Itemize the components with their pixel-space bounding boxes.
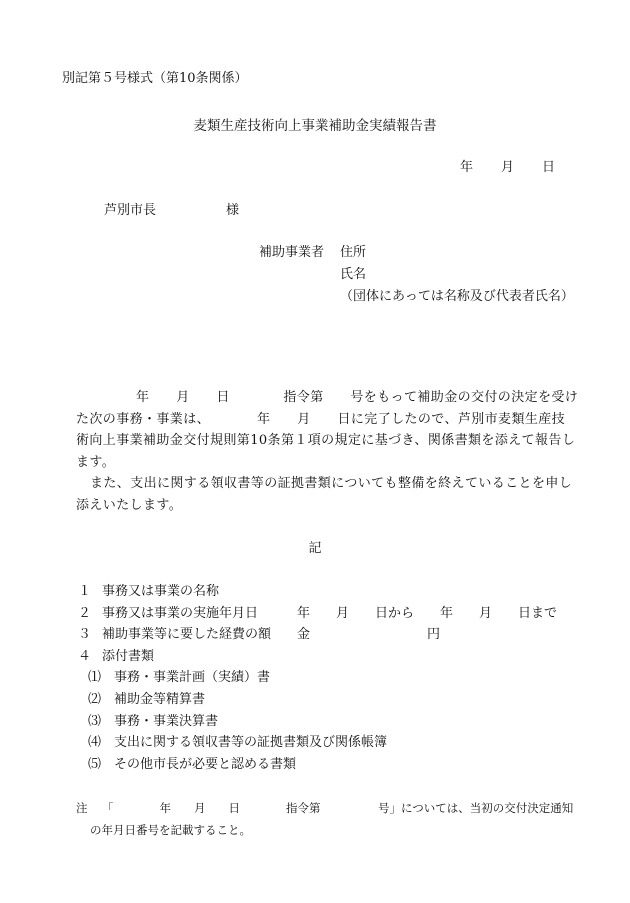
footnote-line-1: [76, 797, 573, 819]
attachment-number: ⑶: [88, 713, 102, 729]
document-title: 麦類生産技術向上事業補助金実績報告書: [193, 118, 437, 134]
item-number: ４: [78, 648, 92, 664]
attachment-number: ⑷: [88, 735, 102, 751]
item-number: ２: [78, 605, 92, 621]
attachment-text: 事務・事業決算書: [114, 713, 219, 729]
item-text: 添付書類: [102, 648, 155, 664]
ki-heading: 記: [308, 541, 322, 556]
attachment-item: [78, 754, 557, 776]
footnote: [76, 797, 573, 841]
applicant-label: 補助事業者: [259, 245, 325, 260]
report-paragraph-1: [76, 387, 586, 473]
attachment-text: 補助金等精算書: [114, 691, 206, 707]
footnote-text-1: 「 年 月 日 指令第 号」については、当初の交付決定通知: [102, 801, 574, 815]
item-number: １: [78, 584, 92, 599]
attachment-item: [78, 667, 557, 689]
item-text: 事務又は事業の名称: [102, 584, 220, 599]
paragraph-1-line-2: た次の事務・事業は、 年 月 日に完了したので、芦別市麦類生産技: [76, 411, 566, 427]
addressee-suffix: 様: [226, 203, 240, 218]
applicant-note: （団体にあっては名称及び代表者氏名）: [340, 289, 574, 304]
report-paragraph-2: [76, 473, 586, 516]
applicant-address-label: 住所: [340, 245, 367, 260]
addressee-name: 芦別市長: [104, 203, 157, 218]
list-item: [78, 581, 557, 603]
date-year-label: 年: [460, 160, 474, 175]
item-number: ３: [78, 627, 92, 643]
attachment-number: ⑴: [88, 670, 102, 686]
attachment-number: ⑵: [88, 691, 102, 707]
attachment-item: [78, 689, 557, 711]
item-text: 事務又は事業の実施年月日 年 月 日から 年 月 日まで: [102, 605, 558, 621]
paragraph-1-line-3: 術向上事業補助金交付規則第10条第１項の規定に基づき、関係書類を添えて報告し: [76, 433, 576, 449]
footnote-line-2: の年月日番号を記載すること。: [90, 823, 251, 837]
paragraph-2-line-2: 添えいたします。: [76, 497, 183, 513]
items-list: [78, 581, 557, 775]
date-day-label: 日: [542, 160, 556, 175]
paragraph-1-line-1: 年 月 日 指令第 号をもって補助金の交付の決定を受け: [136, 390, 579, 405]
paragraph-1-line-4: ます。: [76, 454, 116, 470]
date-month-label: 月: [501, 160, 515, 175]
attachment-item: [78, 711, 557, 733]
attachment-text: その他市長が必要と認める書類: [114, 756, 297, 772]
paragraph-2-line-1: また、支出に関する領収書等の証拠書類についても整備を終えていることを申し: [90, 476, 573, 491]
addressee: [104, 204, 239, 217]
applicant-name-label: 氏名: [340, 267, 367, 282]
list-item: [78, 624, 557, 646]
attachment-text: 支出に関する領収書等の証拠書類及び関係帳簿: [114, 735, 388, 751]
attachment-number: ⑸: [88, 756, 102, 772]
item-text: 補助事業等に要した経費の額 金 円: [102, 627, 441, 643]
list-item: [78, 603, 557, 625]
form-id: 別記第５号様式（第10条関係）: [62, 71, 248, 86]
attachment-item: [78, 732, 557, 754]
footnote-mark: 注: [76, 801, 88, 815]
list-item: [78, 646, 557, 668]
date-line: [460, 161, 555, 174]
attachment-text: 事務・事業計画（実績）書: [114, 670, 271, 686]
